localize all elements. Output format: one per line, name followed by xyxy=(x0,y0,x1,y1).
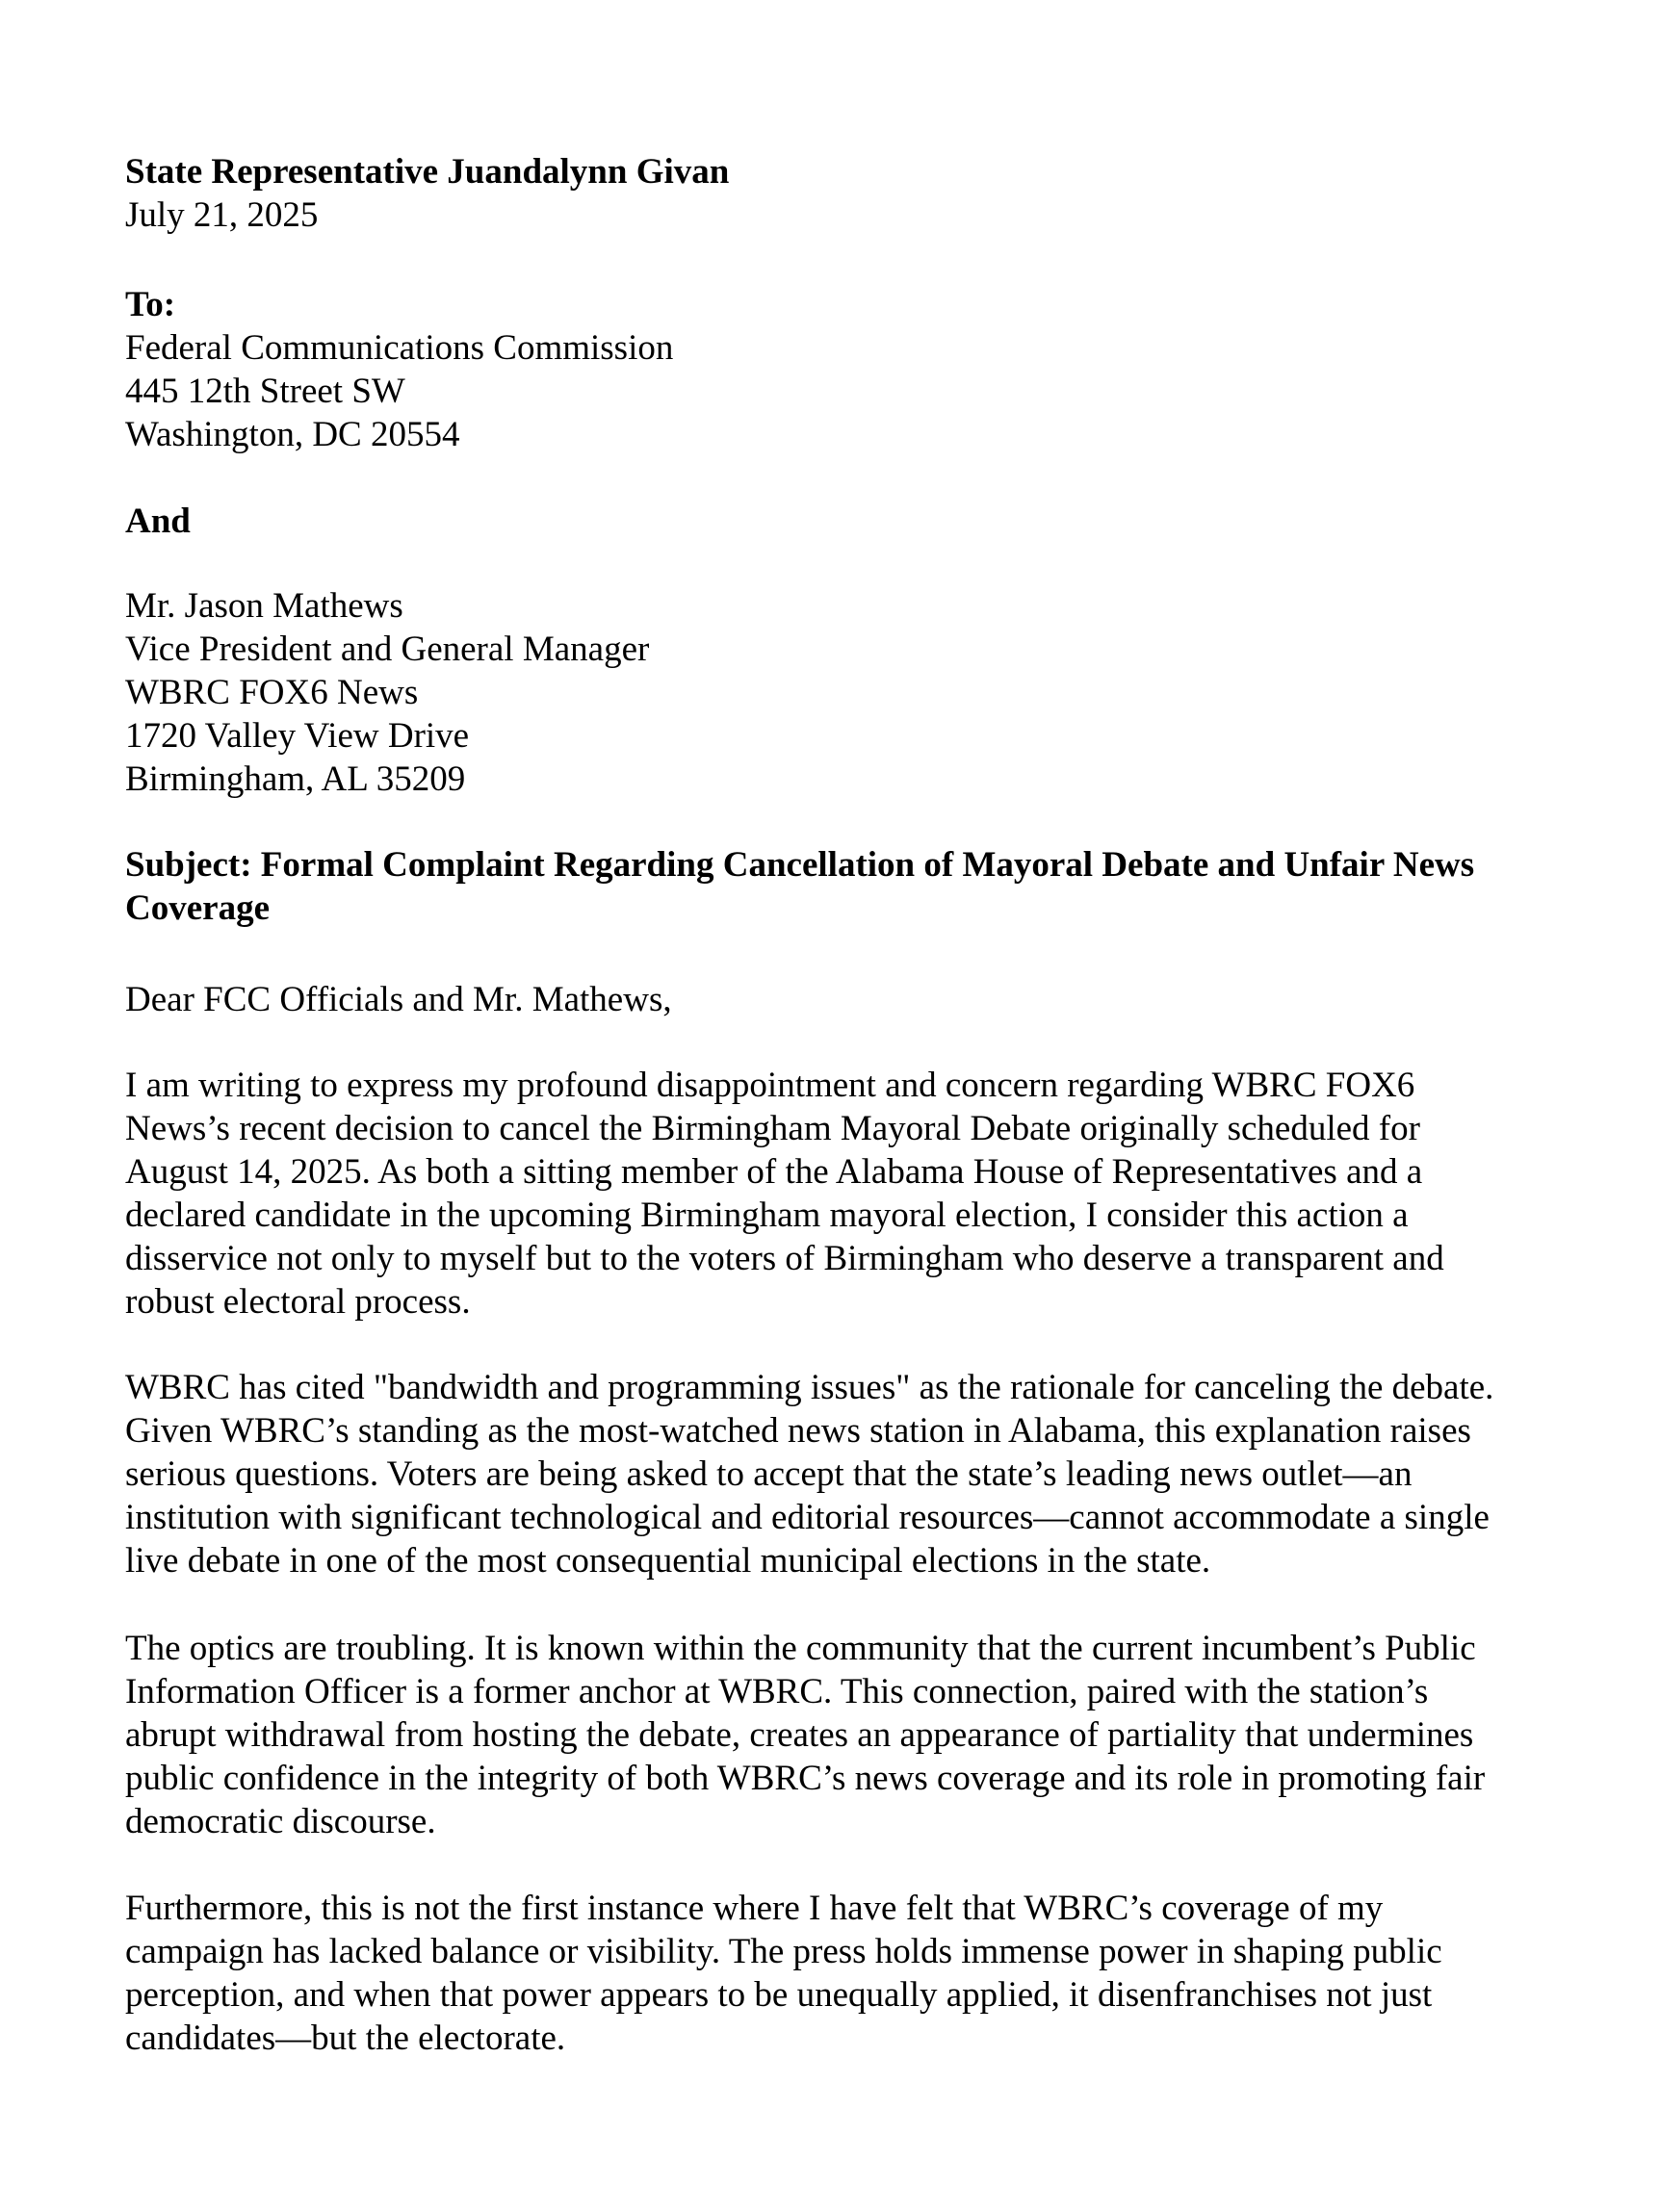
paragraph-line: Information Officer is a former anchor at WBRC. This connection, paired with the station’s xyxy=(125,1672,1429,1711)
to-address-line: Federal Communications Commission xyxy=(125,328,674,368)
paragraph-line: institution with significant technological and editorial resources—cannot accommodate a single xyxy=(125,1498,1490,1537)
to-address-line: Washington, DC 20554 xyxy=(125,415,460,454)
paragraph-line: declared candidate in the upcoming Birmingham mayoral election, I consider this action a xyxy=(125,1196,1409,1235)
to-label: To: xyxy=(125,285,176,324)
and-heading xyxy=(125,500,1569,543)
paragraph-line: Given WBRC’s standing as the most-watched news station in Alabama, this explanation raises xyxy=(125,1411,1471,1451)
paragraph-line: serious questions. Voters are being asked to accept that the state’s leading news outlet—an xyxy=(125,1454,1413,1494)
to-address-line: 445 12th Street SW xyxy=(125,372,405,411)
letter-date: July 21, 2025 xyxy=(125,195,319,235)
paragraph-line: Furthermore, this is not the first instance where I have felt that WBRC’s coverage of my xyxy=(125,1889,1384,1928)
sender-name: State Representative Juandalynn Givan xyxy=(125,152,730,192)
and-label: And xyxy=(125,502,191,541)
paragraph-line: disservice not only to myself but to the voters of Birmingham who deserve a transparent and xyxy=(125,1239,1444,1278)
paragraph-line: August 14, 2025. As both a sitting member of the Alabama House of Representatives and a xyxy=(125,1152,1423,1192)
paragraph-line: democratic discourse. xyxy=(125,1802,436,1841)
paragraph-line: News’s recent decision to cancel the Birmingham Mayoral Debate originally scheduled for xyxy=(125,1109,1420,1148)
paragraph-line: candidates—but the electorate. xyxy=(125,2019,566,2058)
subject-text-line: Coverage xyxy=(125,888,270,928)
body-paragraph-1 xyxy=(125,1064,1569,1324)
paragraph-line: live debate in one of the most consequential municipal elections in the state. xyxy=(125,1541,1211,1581)
salutation xyxy=(125,978,1569,1021)
to-address-block xyxy=(125,283,1569,456)
subject-line xyxy=(125,843,1569,930)
paragraph-line: The optics are troubling. It is known within the community that the current incumbent’s Public xyxy=(125,1629,1476,1668)
paragraph-line: abrupt withdrawal from hosting the debate, creates an appearance of partiality that undermines xyxy=(125,1715,1474,1755)
body-paragraph-4 xyxy=(125,1887,1569,2060)
recipient-line: Mr. Jason Mathews xyxy=(125,586,403,626)
paragraph-line: public confidence in the integrity of both WBRC’s news coverage and its role in promoting fair xyxy=(125,1759,1486,1798)
paragraph-line: campaign has lacked balance or visibility. The press holds immense power in shaping public xyxy=(125,1932,1442,1971)
subject-text-line: Subject: Formal Complaint Regarding Cancellation of Mayoral Debate and Unfair News xyxy=(125,845,1475,885)
sender-header xyxy=(125,150,1569,237)
recipient-line: Birmingham, AL 35209 xyxy=(125,759,466,799)
recipient-line: 1720 Valley View Drive xyxy=(125,716,470,756)
paragraph-line: WBRC has cited "bandwidth and programming issues" as the rationale for canceling the debate. xyxy=(125,1368,1494,1407)
body-paragraph-3 xyxy=(125,1627,1569,1843)
recipient-address-block xyxy=(125,584,1569,801)
paragraph-line: I am writing to express my profound disappointment and concern regarding WBRC FOX6 xyxy=(125,1066,1415,1105)
body-paragraph-2 xyxy=(125,1366,1569,1582)
recipient-line: WBRC FOX6 News xyxy=(125,673,419,712)
paragraph-line: perception, and when that power appears to be unequally applied, it disenfranchises not just xyxy=(125,1975,1433,2015)
paragraph-line: robust electoral process. xyxy=(125,1282,471,1322)
salutation-text: Dear FCC Officials and Mr. Mathews, xyxy=(125,980,672,1019)
recipient-line: Vice President and General Manager xyxy=(125,630,650,669)
